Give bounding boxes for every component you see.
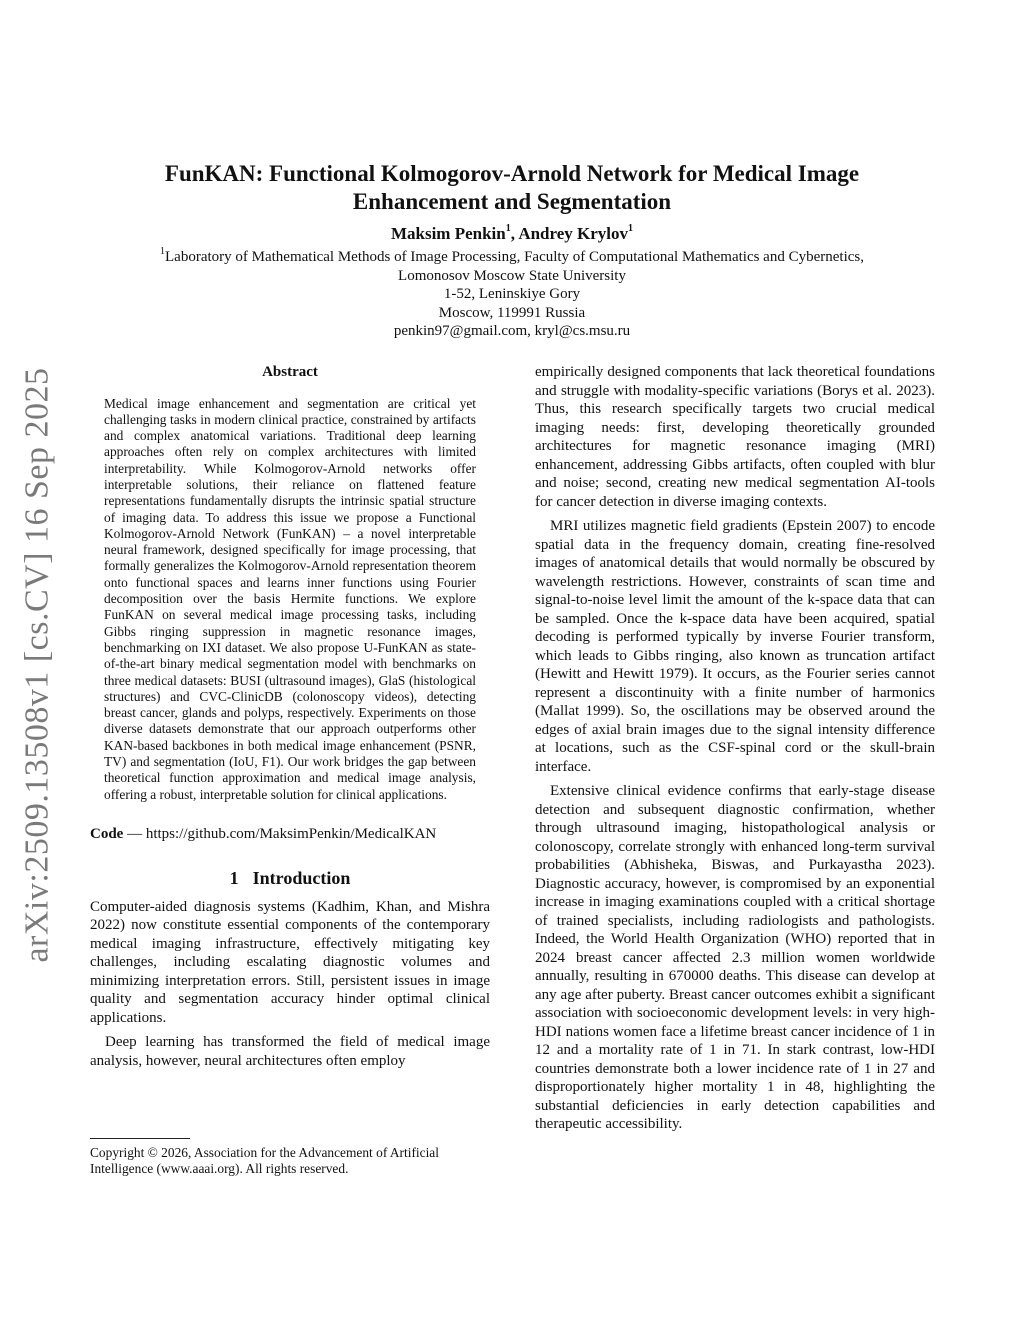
section-number: 1 [229, 868, 239, 889]
code-link-line [90, 825, 490, 844]
code-separator: — [123, 825, 146, 842]
author-separator: , [510, 224, 519, 243]
affiliation-line: Moscow, 119991 Russia [438, 304, 586, 321]
section-title: Introduction [252, 868, 351, 889]
affiliation-line: Lomonosov Moscow State University [398, 267, 626, 284]
paragraph: Deep learning has transformed the field of medical image analysis, however, neural architectures often employ [90, 1034, 490, 1069]
copyright-footnote [90, 1138, 490, 1178]
code-label: Code [90, 825, 124, 842]
author-affiliation-mark: 1 [628, 223, 634, 235]
author-name: Maksim Penkin [390, 224, 506, 243]
arxiv-identifier: arXiv:2509.13508v1 [cs.CV] 16 Sep 2025 [19, 367, 56, 963]
paper-header [90, 160, 934, 341]
right-column [535, 363, 935, 1140]
affiliation-line: $^1$Laboratory of Mathematical Methods of Image Processing, Faculty of Computational Mathematics and Cybernetics, [160, 246, 864, 265]
author-affiliation-mark: 1 [505, 223, 511, 235]
author-list [90, 222, 934, 246]
title-line-2: Enhancement and Segmentation [352, 189, 672, 214]
footnote-rule [90, 1138, 190, 1139]
abstract-text: Medical image enhancement and segmentation are critical yet challenging tasks in modern clinical practice, constrained by artifacts and complex anatomical variations. Traditional deep learning approaches often rely on complex architectures with limited interpretability. While Kolmogorov-Arnold networks offer interpretable solutions, their reliance on flattened feature representations fundamentally disrupts the intrinsic spatial structure of imaging data. To address this issue we propose a Functional Kolmogorov-Arnold Network (FunKAN) – a novel interpretable neural framework, designed specifically for image processing, that formally generalizes the Kolmogorov-Arnold representation theorem onto functional spaces and learns inner functions using Fourier decomposition over the basis Hermite functions. We explore FunKAN on several medical image processing tasks, including Gibbs ringing suppression in magnetic resonance images, benchmarking on IXI dataset. We also propose U-FunKAN as state-of-the-art binary medical segmentation model with benchmarks on three medical datasets: BUSI (ultrasound images), GlaS (histological structures) and CVC-ClinicDB (colonoscopy videos), detecting breast cancer, glands and polyps, respectively. Experiments on those diverse datasets demonstrate that our approach outperforms other KAN-based backbones in both medical image enhancement (PSNR, TV) and segmentation (IoU, F1). Our work bridges the gap between theoretical function approximation and medical image analysis, offering a robust, interpretable solution for clinical applications. [104, 395, 476, 802]
paragraph: Computer-aided diagnosis systems (Kadhim, Khan, and Mishra 2022) now constitute essential components of the contemporary medical imaging infrastructure, effectively mitigating key challenges, including escalating diagnostic volumes and minimizing interpretation errors. Still, persistent issues in image quality and segmentation accuracy hinder optimal clinical applications. [90, 898, 490, 1026]
affiliation-line: 1-52, Leninskiye Gory [443, 286, 581, 302]
title-line-1: FunKAN: Functional Kolmogorov-Arnold Network for Medical Image [164, 161, 860, 186]
left-column [90, 363, 490, 1076]
abstract-heading: Abstract [262, 364, 318, 380]
affiliation-block [90, 248, 934, 341]
paragraph: empirically designed components that lack theoretical foundations and struggle with modality-specific variations (Borys et al. 2023). Thus, this research specifically targets two crucial medical imaging needs: first, developing theoretically grounded architectures for magnetic resonance imaging (MRI) enhancement, addressing Gibbs artifacts, often coupled with blur and noise; second, creating new medical segmentation AI-tools for cancer detection in diverse imaging contexts. [535, 364, 935, 510]
author-emails: penkin97@gmail.com, kryl@cs.msu.ru [393, 323, 631, 339]
arxiv-sidebar [8, 367, 68, 963]
section-heading-introduction [90, 869, 490, 888]
paragraph: Extensive clinical evidence confirms that early-stage disease detection and subsequent diagnostic confirmation, whether through ultrasound imaging, histopathological analysis or colonoscopy, correlate strongly with enhanced long-term survival probabilities (Abhisheka, Biswas, and Purkayastha 2023). Diagnostic accuracy, however, is compromised by an exponential increase in imaging examinations coupled with a critical shortage of trained specialists, including radiologists and pathologists. Indeed, the World Health Organization (WHO) reported that in 2024 breast cancer affected 2.3 million women worldwide annually, resulting in 670000 deaths. This disease can develop at any age after puberty. Breast cancer outcomes exhibit a significant association with socioeconomic development levels: in very high-HDI nations women face a lifetime breast cancer incidence of 1 in 12 and a mortality rate of 1 in 71. In stark contrast, low-HDI countries demonstrate both a lower incidence rate of 1 in 27 and disproportionately higher mortality 1 in 48, highlighting the substantial deficiencies in early detection capabilities and therapeutic accessibility. [535, 783, 935, 1132]
copyright-text: Copyright © 2026, Association for the Advancement of Artificial Intelligence (www.aaai.org). All rights reserved. [90, 1145, 439, 1177]
affiliation-mark: 1 [160, 246, 165, 257]
code-url-link[interactable]: https://github.com/MaksimPenkin/MedicalKAN [145, 825, 437, 842]
paragraph: MRI utilizes magnetic field gradients (Epstein 2007) to encode spatial data in the frequency domain, creating fine-resolved images of anatomical details that would normally be obscured by wavelength restrictions. However, constraints of scan time and signal-to-noise level limit the amount of the k-space data that can be sampled. Once the k-space data have been acquired, spatial decoding is performed typically by inverse Fourier transform, which leads to Gibbs ringing, also known as truncation artifact (Hewitt and Hewitt 1979). It occurs, as the Fourier series cannot represent a discontinuity with a finite number of harmonics (Mallat 1999). So, the oscillations may be observed around the edges of axial brain images due to the signal intensity difference at locations, such as the CSF-spinal cord or the skull-brain interface. [535, 518, 935, 775]
paper-title [90, 160, 934, 216]
author-name: Andrey Krylov [518, 224, 629, 243]
